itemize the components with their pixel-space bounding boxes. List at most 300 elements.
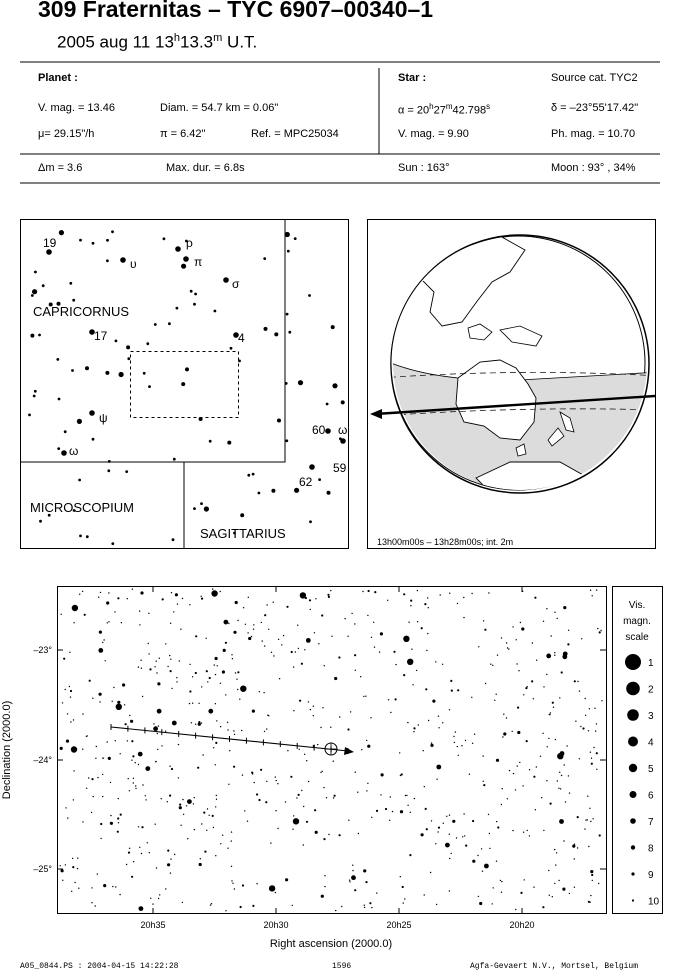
- field-star: [550, 712, 551, 713]
- map-star: [172, 538, 175, 541]
- field-star: [207, 681, 208, 682]
- magnitude-label: 3: [648, 711, 654, 722]
- field-star: [298, 648, 299, 649]
- map-star: [64, 430, 67, 433]
- field-star: [462, 836, 463, 837]
- field-star: [426, 650, 427, 651]
- star-label: 4: [238, 331, 245, 345]
- field-star: [117, 817, 119, 819]
- field-star: [535, 809, 536, 810]
- map-star: [271, 489, 275, 493]
- field-star: [557, 780, 558, 781]
- field-star: [169, 766, 170, 767]
- field-star: [536, 766, 537, 767]
- field-star: [299, 749, 300, 750]
- map-star: [194, 293, 197, 296]
- constellation-label-microscopium: MICROSCOPIUM: [30, 500, 134, 515]
- field-star: [543, 830, 544, 831]
- field-star: [162, 598, 164, 600]
- field-star: [148, 643, 149, 644]
- field-star: [129, 715, 130, 716]
- field-star: [561, 775, 562, 776]
- field-star: [117, 701, 120, 704]
- footer-file-info: A05_0844.PS : 2004-04-15 14:22:28: [20, 962, 179, 971]
- field-star: [579, 758, 580, 759]
- field-star: [270, 842, 271, 843]
- field-star: [574, 680, 576, 682]
- field-star: [170, 858, 171, 859]
- field-star: [328, 834, 329, 835]
- field-star: [237, 620, 238, 621]
- max-duration: Max. dur. = 6.8s: [166, 162, 245, 174]
- map-star: [168, 322, 171, 325]
- field-star: [132, 589, 133, 590]
- field-star: [215, 657, 218, 660]
- field-star: [555, 864, 556, 865]
- field-star: [376, 892, 377, 893]
- field-star: [277, 828, 278, 829]
- field-star: [333, 797, 334, 798]
- field-star: [472, 820, 474, 822]
- field-star: [153, 723, 154, 724]
- field-star: [213, 747, 214, 748]
- field-star: [452, 820, 455, 823]
- field-star: [317, 744, 318, 745]
- field-star: [500, 880, 501, 881]
- field-star: [546, 654, 551, 659]
- field-star: [231, 866, 232, 867]
- field-star: [424, 894, 425, 895]
- map-star: [30, 334, 34, 338]
- field-star: [428, 720, 429, 721]
- field-star: [323, 838, 325, 840]
- magnitude-disc: [627, 709, 639, 721]
- field-star: [133, 861, 134, 862]
- field-star: [423, 750, 424, 751]
- field-star: [220, 683, 221, 684]
- field-star: [124, 704, 125, 705]
- field-star: [142, 696, 143, 697]
- field-star: [521, 627, 524, 630]
- field-star: [549, 895, 550, 896]
- field-star: [193, 803, 194, 804]
- field-star: [292, 829, 293, 830]
- map-star: [111, 230, 114, 233]
- field-star: [566, 745, 567, 746]
- field-star: [519, 762, 520, 763]
- field-star: [277, 783, 278, 784]
- field-star: [110, 822, 113, 825]
- field-star: [554, 883, 555, 884]
- map-star: [92, 438, 95, 441]
- map-star: [56, 358, 59, 361]
- field-star: [100, 838, 101, 839]
- field-star: [149, 668, 151, 670]
- field-star: [201, 722, 202, 723]
- field-star: [141, 826, 143, 828]
- field-star: [172, 721, 177, 726]
- field-star: [349, 881, 350, 882]
- field-star: [501, 881, 502, 882]
- field-star: [235, 672, 236, 673]
- field-star: [587, 796, 588, 797]
- field-star: [471, 593, 472, 594]
- field-star: [135, 785, 136, 786]
- constellation-label-capricornus: CAPRICORNUS: [33, 304, 130, 319]
- field-star: [324, 665, 325, 666]
- field-star: [303, 806, 304, 807]
- globe-caption: 13h00m00s – 13h28m00s; int. 2m: [377, 537, 514, 547]
- field-star: [594, 708, 595, 709]
- field-star: [91, 902, 92, 903]
- field-star: [436, 779, 437, 780]
- field-star: [540, 756, 541, 757]
- map-star: [294, 237, 297, 240]
- field-star: [99, 701, 100, 702]
- field-star: [167, 801, 168, 802]
- field-star: [508, 648, 509, 649]
- field-star: [145, 799, 146, 800]
- field-star: [182, 799, 183, 800]
- event-datetime: 2005 aug 11 13$^h$13.3$^m$ U.T.: [57, 32, 258, 52]
- field-star: [334, 677, 337, 680]
- map-star: [173, 458, 176, 461]
- star-source-catalog: Source cat. TYC2: [551, 72, 638, 84]
- map-star: [154, 323, 157, 326]
- field-star: [432, 700, 435, 703]
- field-star: [65, 689, 66, 690]
- star-label: 19: [43, 236, 57, 250]
- field-star: [457, 689, 459, 691]
- field-star: [469, 774, 470, 775]
- field-star: [156, 672, 157, 673]
- field-star: [547, 746, 548, 747]
- field-star: [171, 768, 173, 770]
- field-star: [450, 680, 452, 682]
- field-star: [261, 622, 262, 623]
- field-star: [438, 716, 439, 717]
- map-star: [341, 400, 345, 404]
- field-star: [313, 706, 314, 707]
- field-star: [138, 752, 143, 757]
- field-star: [201, 823, 202, 824]
- field-star: [195, 672, 197, 674]
- field-star: [581, 638, 582, 639]
- field-star: [435, 661, 436, 662]
- field-star: [411, 649, 412, 650]
- field-star: [180, 629, 181, 630]
- field-star: [254, 782, 255, 783]
- field-star: [150, 898, 151, 899]
- field-star: [427, 633, 428, 634]
- field-star: [579, 690, 580, 691]
- field-star: [112, 701, 113, 702]
- field-star: [534, 597, 536, 599]
- field-star: [591, 763, 593, 765]
- star-label: ω: [69, 444, 79, 458]
- map-star: [258, 492, 261, 495]
- field-star: [556, 852, 557, 853]
- moon-info: Moon : 93° , 34%: [551, 162, 636, 174]
- field-star: [65, 864, 66, 865]
- map-star: [200, 502, 203, 505]
- field-star: [66, 740, 69, 743]
- field-star: [482, 755, 483, 756]
- field-star: [220, 591, 221, 592]
- field-star: [228, 623, 229, 624]
- field-star: [77, 868, 78, 869]
- field-star: [131, 876, 133, 878]
- field-star: [108, 757, 111, 760]
- field-star: [252, 905, 254, 907]
- map-star: [127, 357, 130, 360]
- field-star: [127, 598, 128, 599]
- field-star: [182, 902, 183, 903]
- field-star: [99, 693, 102, 696]
- field-star: [483, 784, 485, 786]
- map-star: [111, 542, 114, 545]
- field-star: [110, 815, 111, 816]
- field-star: [389, 820, 390, 821]
- field-star: [102, 796, 103, 797]
- field-star: [461, 745, 462, 746]
- field-star: [217, 665, 218, 666]
- field-star: [527, 830, 528, 831]
- field-star: [320, 772, 321, 773]
- field-star: [410, 605, 411, 606]
- x-tick-label: 20h35: [140, 920, 166, 930]
- field-star: [577, 816, 579, 818]
- field-star: [522, 785, 523, 786]
- field-star: [216, 720, 217, 721]
- field-star: [201, 598, 203, 600]
- field-star: [147, 842, 148, 843]
- field-star: [129, 848, 130, 849]
- field-star: [269, 885, 275, 891]
- field-star: [169, 795, 171, 797]
- star-vmag: V. mag. = 9.90: [398, 128, 469, 140]
- field-star: [492, 903, 493, 904]
- field-star: [225, 694, 226, 695]
- mag-scale-title: Vis.: [628, 600, 646, 611]
- map-star: [79, 535, 82, 538]
- field-star: [407, 722, 408, 723]
- field-star: [451, 690, 453, 692]
- field-star: [553, 707, 554, 708]
- field-star: [449, 709, 450, 710]
- field-star: [577, 681, 578, 682]
- field-star: [407, 659, 413, 665]
- named-star: [223, 277, 229, 283]
- field-star: [595, 730, 596, 731]
- field-star: [601, 700, 602, 701]
- field-star: [86, 788, 87, 789]
- field-star: [108, 621, 109, 622]
- field-star: [298, 794, 300, 796]
- magnitude-label: 2: [648, 684, 654, 696]
- field-star: [118, 798, 119, 799]
- field-star: [251, 636, 252, 637]
- field-star: [303, 844, 304, 845]
- field-star: [502, 736, 503, 737]
- field-star: [565, 801, 566, 802]
- field-star: [138, 826, 139, 827]
- field-star: [201, 686, 202, 687]
- field-star: [140, 660, 141, 661]
- field-star: [256, 793, 258, 795]
- field-star: [390, 796, 391, 797]
- field-star: [388, 699, 389, 700]
- field-star: [222, 670, 225, 673]
- field-star: [133, 778, 134, 779]
- star-declination: δ = –23°55'17.42": [551, 102, 639, 114]
- field-star: [590, 895, 591, 896]
- map-star: [28, 414, 31, 417]
- field-star: [414, 798, 415, 799]
- field-star: [295, 651, 296, 652]
- planet-heading: Planet :: [38, 72, 78, 84]
- field-star: [315, 831, 318, 834]
- field-star: [479, 902, 482, 905]
- field-star: [472, 743, 473, 744]
- field-star: [228, 784, 229, 785]
- field-star: [165, 888, 166, 889]
- field-star: [275, 776, 276, 777]
- field-star: [102, 758, 103, 759]
- field-star: [560, 788, 561, 789]
- field-star: [306, 821, 308, 823]
- field-star: [233, 631, 236, 634]
- field-star: [178, 777, 179, 778]
- named-star: [175, 246, 181, 252]
- field-star: [62, 702, 63, 703]
- field-star: [154, 666, 155, 667]
- field-star: [349, 880, 350, 881]
- field-star: [96, 746, 97, 747]
- named-star: [89, 410, 95, 416]
- field-star: [271, 652, 272, 653]
- field-star: [266, 728, 267, 729]
- map-star: [190, 290, 193, 293]
- field-star: [492, 665, 493, 666]
- field-star: [360, 676, 361, 677]
- delta-magnitude: Δm = 3.6: [38, 162, 83, 174]
- field-star: [350, 711, 351, 712]
- map-star: [78, 479, 81, 482]
- map-star: [193, 303, 196, 306]
- field-star: [161, 798, 162, 799]
- field-star: [167, 850, 169, 852]
- field-star: [247, 632, 248, 633]
- field-star: [70, 696, 71, 697]
- field-star: [574, 858, 575, 859]
- field-star: [506, 642, 507, 643]
- field-star: [330, 727, 331, 728]
- field-star: [161, 745, 162, 746]
- field-star: [82, 821, 83, 822]
- map-star: [326, 403, 329, 406]
- field-star: [392, 811, 393, 812]
- field-star: [171, 592, 172, 593]
- field-star: [92, 698, 93, 699]
- field-star: [169, 655, 170, 656]
- field-star: [234, 734, 235, 735]
- field-star: [195, 724, 196, 725]
- field-star: [515, 909, 516, 910]
- field-star: [543, 686, 544, 687]
- field-star: [233, 730, 234, 731]
- field-star: [548, 870, 549, 871]
- field-star: [496, 821, 497, 822]
- magnitude-disc: [630, 791, 637, 798]
- field-star: [380, 632, 383, 635]
- field-star: [318, 643, 319, 644]
- field-star: [145, 795, 146, 796]
- field-star: [189, 664, 190, 665]
- field-star: [355, 772, 356, 773]
- field-star: [138, 666, 139, 667]
- field-star: [199, 863, 202, 866]
- field-star: [275, 892, 276, 893]
- field-star: [157, 709, 162, 714]
- field-star: [220, 843, 221, 844]
- field-star: [587, 819, 588, 820]
- field-star: [403, 674, 405, 676]
- field-star: [253, 624, 254, 625]
- field-star: [541, 797, 542, 798]
- field-star: [283, 635, 284, 636]
- field-star: [95, 905, 96, 906]
- field-star: [590, 752, 591, 753]
- field-star: [201, 596, 202, 597]
- field-star: [523, 694, 524, 695]
- field-star: [399, 752, 400, 753]
- field-star: [517, 765, 518, 766]
- field-star: [73, 719, 74, 720]
- field-star: [417, 621, 418, 622]
- field-star: [207, 808, 208, 809]
- map-star: [263, 257, 266, 260]
- field-star: [502, 788, 503, 789]
- field-star: [321, 895, 324, 898]
- globe-panel: [360, 200, 660, 560]
- field-star: [156, 661, 157, 662]
- field-star: [496, 694, 497, 695]
- field-star: [106, 601, 109, 604]
- field-star: [63, 658, 65, 660]
- field-star: [520, 892, 522, 894]
- map-star: [287, 250, 290, 253]
- field-star: [482, 871, 483, 872]
- map-star: [33, 395, 36, 398]
- field-star: [464, 835, 465, 836]
- field-star: [463, 597, 464, 598]
- magnitude-label: 7: [648, 817, 654, 828]
- field-star: [211, 590, 217, 596]
- field-star: [328, 596, 330, 598]
- field-star: [100, 823, 102, 825]
- field-star: [402, 886, 404, 888]
- map-star: [332, 383, 337, 388]
- field-star: [430, 744, 433, 747]
- field-star: [167, 863, 170, 866]
- field-star: [140, 591, 143, 594]
- field-star: [409, 854, 411, 856]
- field-star: [159, 894, 160, 895]
- field-star: [496, 861, 497, 862]
- field-star: [523, 832, 524, 833]
- field-star: [443, 823, 444, 824]
